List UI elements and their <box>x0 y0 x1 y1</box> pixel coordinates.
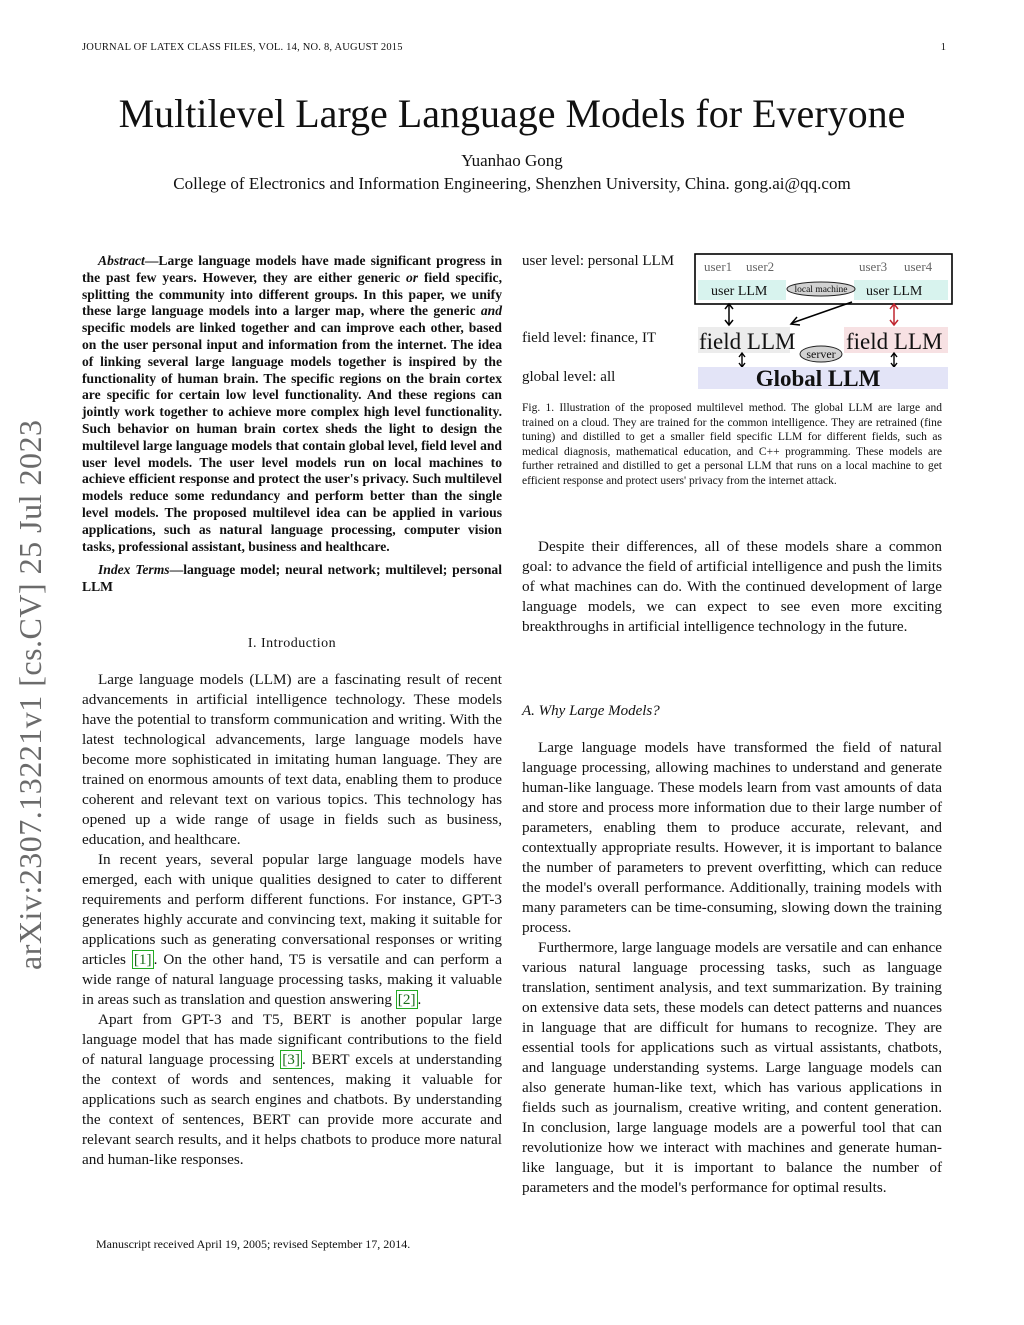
paragraph-text: . On the other hand, T5 is versatile and can perform a wide range of natural language processing tasks, making it valuable in areas such as translation and question answering <box>82 950 502 1008</box>
author-affiliation: College of Electronics and Information Engineering, Shenzhen University, China. gong.ai@qq.com <box>173 174 851 193</box>
local-machine-label: local machine <box>794 285 848 295</box>
subsection-heading-why-large-models: A. Why Large Models? <box>522 702 660 719</box>
intro-paragraph-2 <box>82 850 502 1010</box>
index-terms <box>82 562 502 596</box>
citation-link[interactable]: [1] <box>133 950 152 968</box>
citation-link[interactable]: [2] <box>397 990 416 1008</box>
manuscript-footnote: Manuscript received April 19, 2005; revised September 17, 2014. <box>96 1237 411 1251</box>
arrow-user-field-right <box>890 304 898 325</box>
user3-label: user3 <box>859 259 888 274</box>
abstract <box>82 253 502 555</box>
paragraph-text: . BERT excels at understanding the context of words and sentences, making it valuable for applications such as search engines and chatbots. By understanding the context of sentences, BERT can provide more accurate and relevant search results, and it helps chatbots to produce more natural and human-like responses. <box>82 1050 502 1168</box>
arrow-field-global-left <box>739 353 745 367</box>
right-column <box>522 253 942 1198</box>
abstract-text: field specific, splitting the community into different groups. In this paper, we unify these large language models into a larger map, where the generic <box>82 269 502 319</box>
level-label-field: field level: finance, IT <box>522 330 657 346</box>
arrow-local-to-field <box>791 302 852 325</box>
abstract-label: Abstract <box>98 253 145 268</box>
global-llm-label: Global LLM <box>755 366 881 391</box>
abstract-text: —Large language models have made significant progress in the past few years. However, they are either generic <box>82 253 502 285</box>
abstract-emph-or: or <box>405 269 419 285</box>
intro-paragraph-1: Large language models (LLM) are a fascinating result of recent advancements in artificial intelligence technology. These models have the potential to transform communication and writing. With the latest technological advancements, large language models have become more sophisticated in imitating human language. They are trained on enormous amounts of text data, enabling them to produce coherent and relevant text on various topics. This technology has opened up a wide range of usage in fields such as business, education, and healthcare. <box>82 670 502 848</box>
user2-label: user2 <box>746 259 775 274</box>
paper-title: Multilevel Large Language Models for Everyone <box>118 91 906 136</box>
user-llm-right-label: user LLM <box>866 284 923 299</box>
abstract-text: specific models are linked together and can improve each other, based on the user personal input and information from the internet. The idea of linking several large language models together is inspired by the functionality of human brain. The specific regions on the brain cortex are specific for certain low level functionality. And these regions can jointly work together to achieve more complex high level functionality. Such behavior on human brain cortex sheds the light to design the multilevel large language models that contain global level, field level and user level models. The user level models run on local machines to achieve efficient response and protect the user's privacy. Such multilevel models reduce some redundancy and perform better than the single level models. The proposed multilevel idea can be applied in various applications, such as natural language processing, computer vision tasks, professional assistant, business and healthcare. <box>82 320 502 554</box>
field-llm-right-label: field LLM <box>846 329 943 354</box>
why-large-models-paragraph: Large language models have transformed the field of natural language processing, allowing machines to understand and generate human-like language. These models learn from vast amounts of data and store and process more information due to their large number of parameters, enabling them to produce accurate, relevant, and contextually appropriate results. However, it is important to balance the number of parameters to prevent overfitting, which can reduce the model's overall performance. Additionally, training models with many parameters can be time-consuming, slowing down the training process. <box>522 738 942 936</box>
index-terms-text: —language model; neural network; multilevel; personal LLM <box>82 562 502 595</box>
user-llm-left-label: user LLM <box>711 284 768 299</box>
left-column <box>82 253 502 1170</box>
server-label: server <box>806 347 836 361</box>
abstract-emph-and: and <box>480 303 502 319</box>
figure-caption: Fig. 1. Illustration of the proposed multilevel method. The global LLM are large and trained on a cloud. They are trained for the common intelligence. They are retrained (fine tuning) and distilled to get a smaller field specific LLM for different fields, such as medical diagnosis, mathematical education, and C++ programming. These models are further retrained and distilled to get a personal LLM that runs on a local machine to get efficient response and protect users' privacy from the internet attack. <box>522 402 942 487</box>
furthermore-paragraph: Furthermore, large language models are versatile and can enhance various natural language processing tasks, such as language translation, sentiment analysis, and text summarization. By training on extensive data sets, these models can detect patterns and nuances in language that are difficult for humans to recognize. They are essential tools for applications such as virtual assistants, chatbots, and language understanding systems. Large language models can also generate human-like text, which has various applications in fields such as journalism, creative writing, and content generation. In conclusion, large language models are a powerful tool that can revolutionize how we interact with machines and generate human-like language, but it is important to balance the number of parameters and the model's performance for optimal results. <box>522 938 942 1196</box>
arrow-field-global-right <box>891 353 897 367</box>
user1-label: user1 <box>704 259 733 274</box>
paragraph-text: . <box>417 990 422 1008</box>
intro-paragraph-3 <box>82 1010 502 1170</box>
user4-label: user4 <box>904 259 933 274</box>
index-terms-label: Index Terms <box>98 562 170 578</box>
citation-link[interactable]: [3] <box>282 1050 300 1068</box>
level-label-global: global level: all <box>522 369 616 385</box>
paragraph-text: In recent years, several popular large language models have emerged, each with unique qualities designed to cater to different requirements and perform different functions. For instance, GPT-3 generates highly accurate and convincing text, making it suitable for applications such as generating conversational responses or writing articles <box>82 850 502 968</box>
journal-header: JOURNAL OF LATEX CLASS FILES, VOL. 14, NO. 8, AUGUST 2015 <box>82 42 403 53</box>
field-llm-left-label: field LLM <box>699 329 796 354</box>
section-heading-introduction: I. Introduction <box>247 635 337 651</box>
despite-paragraph: Despite their differences, all of these models share a common goal: to advance the field of artificial intelligence and push the limits of what machines can do. With the continued development of large language models, we can expect to see even more exciting breakthroughs in artificial intelligence technology in the future. <box>522 537 942 635</box>
page-number: 1 <box>940 42 946 53</box>
multilevel-diagram <box>694 253 954 393</box>
level-label-user: user level: personal LLM <box>522 253 675 269</box>
figure-1 <box>522 253 946 393</box>
paragraph-text: Apart from GPT-3 and T5, BERT is another popular large language model that has made significant contributions to the field of natural language processing <box>82 1010 502 1068</box>
author-name: Yuanhao Gong <box>461 151 563 170</box>
arxiv-stamp: arXiv:2307.13221v1 [cs.CV] 25 Jul 2023 <box>12 419 48 970</box>
arrow-user-field-left <box>725 304 733 325</box>
